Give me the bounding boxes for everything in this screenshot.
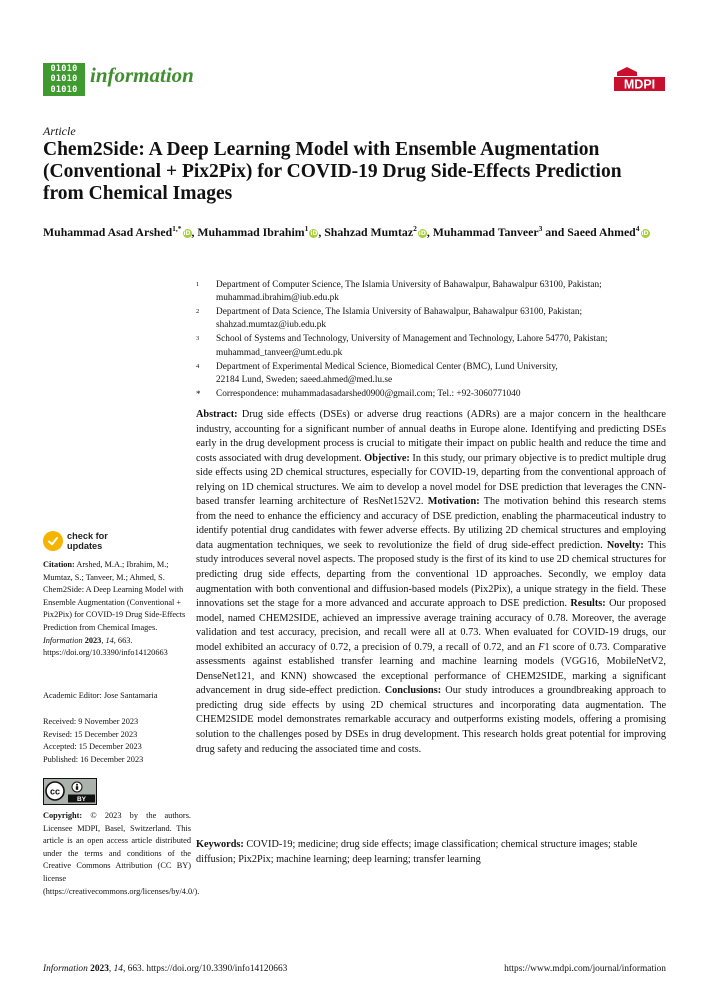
- affiliation-number: 1: [196, 281, 200, 288]
- author-list: [43, 220, 663, 241]
- correspondence-text[interactable]: Correspondence: muhammadasadarshed0900@gmail.com; Tel.: +92-3060771040: [216, 388, 521, 399]
- correspondence: [196, 388, 666, 401]
- abstract-label: Abstract:: [196, 409, 238, 420]
- mdpi-logo-text: MDPI: [623, 77, 656, 92]
- abstract: [196, 408, 666, 757]
- author-affil-sup: 4: [635, 224, 640, 233]
- keywords-text: COVID-19; medicine; drug side effects; image classification; chemical structure images; stable diffusion; Pix2Pix; machine learning; deep learning; transfer learning: [196, 839, 638, 865]
- orcid-icon[interactable]: iD: [183, 229, 191, 237]
- footer-year: 2023: [87, 964, 109, 974]
- abstract-text: Drug side effects (DSEs) or adverse drug reactions (ADRs) are a major concern in the healthcare industry, accounting for a significant number of annual deaths in Europe alone. Identifying and predicting DSEs early in the drug development process is crucial to mitigate their impact on public health and reduce the time and costs associated with drug development.: [196, 409, 666, 464]
- orcid-icon[interactable]: iD: [641, 229, 649, 237]
- f1-symbol: F: [538, 641, 545, 653]
- footer-sep: ,: [108, 964, 114, 974]
- published-date: Published: 16 December 2023: [43, 754, 144, 764]
- mdpi-logo-icon[interactable]: [613, 66, 665, 94]
- author-sep: ,: [191, 224, 198, 239]
- cc-by-license-badge[interactable]: [43, 778, 97, 805]
- affiliation-number: 4: [196, 362, 200, 370]
- cc-icon: cc: [49, 786, 61, 797]
- footer-volume: 14: [113, 964, 123, 974]
- keywords: [196, 838, 666, 867]
- orcid-icon[interactable]: iD: [418, 229, 426, 237]
- motivation-label: Motivation:: [423, 496, 480, 508]
- abstract-text: This study introduces several novel aspects. The proposed study is the first of its kind to use 2D chemical structures for predicting drug side effects, departing from the conventional 1D approaches. Secondly, we employ data augmentation with both conventional and diffusion-based models (Pix2Pix), a unique strategy in the field. These innovations set the stage for a more advanced and accurate approach to DSE prediction.: [196, 539, 666, 610]
- affiliation-email[interactable]: muhammad_tanveer@umt.edu.pk: [216, 347, 343, 358]
- journal-name[interactable]: information: [90, 63, 194, 87]
- article-type: Article: [43, 124, 76, 138]
- author-affil-sup: 1: [304, 224, 309, 233]
- footer-citation: [43, 964, 287, 974]
- citation-text: Arshed, M.A.; Ibrahim, M.; Mumtaz, S.; Tanveer, M.; Ahmed, S. Chem2Side: A Deep Learning Model with Ensemble Augmentation (Conventional + Pix2Pix) for COVID-19 Drug Side-Effects Prediction from Chemical Images.: [43, 560, 186, 632]
- citation-sep: ,: [101, 635, 106, 645]
- affiliation-text: Department of Computer Science, The Islamia University of Bahawalpur, Bahawalpur 63100, Pakistan;: [216, 280, 602, 290]
- copyright-text: © 2023 by the authors. Licensee MDPI, Basel, Switzerland. This article is an open access article distributed under the terms and conditions of the Creative Commons Attribution (CC BY) license (https://creativecommons.org/licenses/by/4.0/).: [43, 811, 200, 896]
- affiliation-item: [196, 306, 666, 332]
- abstract-text: The motivation behind this research stems from the need to enhance the efficiency and accuracy of DSE prediction, enabling the pharmaceutical industry to identify potential drug candidates with fewer adverse effects. By utilizing 2D chemical structures and employing data augmentation techniques, we seek to revolutionize the field of drug side-effect prediction.: [196, 496, 666, 551]
- footer-journal-url[interactable]: https://www.mdpi.com/journal/information: [504, 964, 666, 974]
- affiliations: [196, 279, 666, 401]
- accepted-date: Accepted: 15 December 2023: [43, 742, 142, 752]
- affiliation-email[interactable]: 22184 Lund, Sweden; saeed.ahmed@med.lu.se: [216, 374, 393, 385]
- author-sep: ,: [318, 224, 325, 239]
- affiliation-text: Department of Experimental Medical Science, Biomedical Center (BMC), Lund University,: [216, 361, 558, 372]
- author-name[interactable]: Muhammad Ibrahim: [197, 224, 305, 239]
- affiliation-number: 3: [196, 335, 200, 343]
- citation-volume: 14: [105, 635, 114, 645]
- copyright-label: Copyright:: [43, 811, 83, 820]
- author-sep: ,: [426, 224, 433, 239]
- logo-row: 01010: [50, 84, 78, 95]
- conclusions-label: Conclusions:: [380, 685, 442, 697]
- author-name[interactable]: Muhammad Tanveer: [432, 224, 539, 239]
- keywords-label: Keywords:: [196, 839, 244, 850]
- citation-label: Citation:: [43, 560, 75, 569]
- results-label: Results:: [567, 598, 606, 610]
- affiliation-text: Department of Data Science, The Islamia University of Bahawalpur, Bahawalpur 63100, Pakistan;: [216, 307, 583, 318]
- publication-dates: [43, 716, 191, 766]
- affiliation-text: School of Systems and Technology, University of Management and Technology, Lahore 54770, Pakistan;: [216, 334, 608, 345]
- abstract-text: Our proposed model, named CHEM2SIDE, achieved an impressive average training accuracy of 0.78. Moreover, the average validation and test accuracy, precision, and recall were all at 0.73. When evaluated for COVID-19 drugs, our model exhibited an accuracy of 0.72, a precision of 0.79, a recall of 0.72, and an: [196, 598, 666, 653]
- author-sep: and: [542, 224, 568, 239]
- citation-journal: Information: [43, 635, 83, 645]
- affiliation-number: 2: [196, 308, 200, 316]
- check-updates-icon: [43, 531, 63, 551]
- novelty-label: Novelty:: [602, 539, 644, 551]
- affiliation-item: [196, 279, 666, 305]
- check-updates-label: check for updates: [67, 531, 108, 551]
- affiliation-item: [196, 333, 666, 359]
- check-for-updates-button[interactable]: [43, 531, 123, 553]
- journal-logo: [43, 63, 85, 96]
- received-date: Received: 9 November 2023: [43, 717, 139, 726]
- author-name[interactable]: Saeed Ahmed: [567, 224, 636, 239]
- author-name[interactable]: Muhammad Asad Arshed: [43, 224, 173, 239]
- citation-year: 2023: [82, 635, 102, 645]
- objective-label: Objective:: [361, 452, 410, 464]
- citation-doi[interactable]: , 663. https://doi.org/10.3390/info14120663: [43, 635, 168, 658]
- orcid-icon[interactable]: iD: [310, 229, 318, 237]
- abstract-text: In this study, our primary objective is to predict multiple drug side effects using 2D chemical structures, especially for COVID-19, departing from the conventional approach of relying on 1D chemical structures. We aim to develop a novel model for DSE prediction that leverages the CNN-based transfer learning architecture of ResNet152V2.: [196, 452, 666, 508]
- abstract-text: 1 score of 0.73. Comparative assessments against established transfer learning and machine learning models (VGG16, MobileNetV2, DenseNet121, and KNN) showcased the exceptional performance of CHEM2SIDE, marking a significant advancement in drug side-effect prediction.: [196, 641, 666, 697]
- by-icon: BY: [76, 796, 87, 803]
- footer-journal: Information: [43, 964, 88, 974]
- logo-row: 01010: [50, 74, 78, 85]
- affiliation-item: [196, 361, 666, 387]
- correspondence-mark: *: [196, 388, 201, 399]
- copyright: [43, 810, 200, 898]
- citation: [43, 559, 191, 660]
- footer-doi[interactable]: , 663. https://doi.org/10.3390/info14120663: [122, 964, 288, 974]
- affiliation-email[interactable]: shahzad.mumtaz@iub.edu.pk: [216, 320, 327, 331]
- logo-row: 01010: [50, 64, 78, 74]
- affiliation-email[interactable]: muhammad.ibrahim@iub.edu.pk: [216, 293, 339, 304]
- revised-date: Revised: 15 December 2023: [43, 729, 138, 739]
- author-affil-sup: 2: [413, 224, 417, 233]
- author-affil-sup: 1,*: [172, 224, 182, 233]
- abstract-text: Our study introduces a groundbreaking approach to predicting drug side effects by using 2D chemical structures and incorporating data augmentation. The CHEM2SIDE model demonstrates remarkable accuracy and outperforms existing models, offering a promising solution to the challenges posed by DSEs in drug development. This research holds great potential for improving drug safety and reducing the associated time and costs.: [196, 685, 666, 755]
- article-title: Chem2Side: A Deep Learning Model with Ensemble Augmentation (Conventional + Pix2Pix) for COVID-19 Drug Side-Effects Prediction from Chemical Images: [43, 139, 622, 204]
- author-name[interactable]: Shahzad Mumtaz: [324, 224, 414, 239]
- academic-editor: Academic Editor: Jose Santamaria: [43, 691, 158, 700]
- author-affil-sup: 3: [538, 224, 543, 233]
